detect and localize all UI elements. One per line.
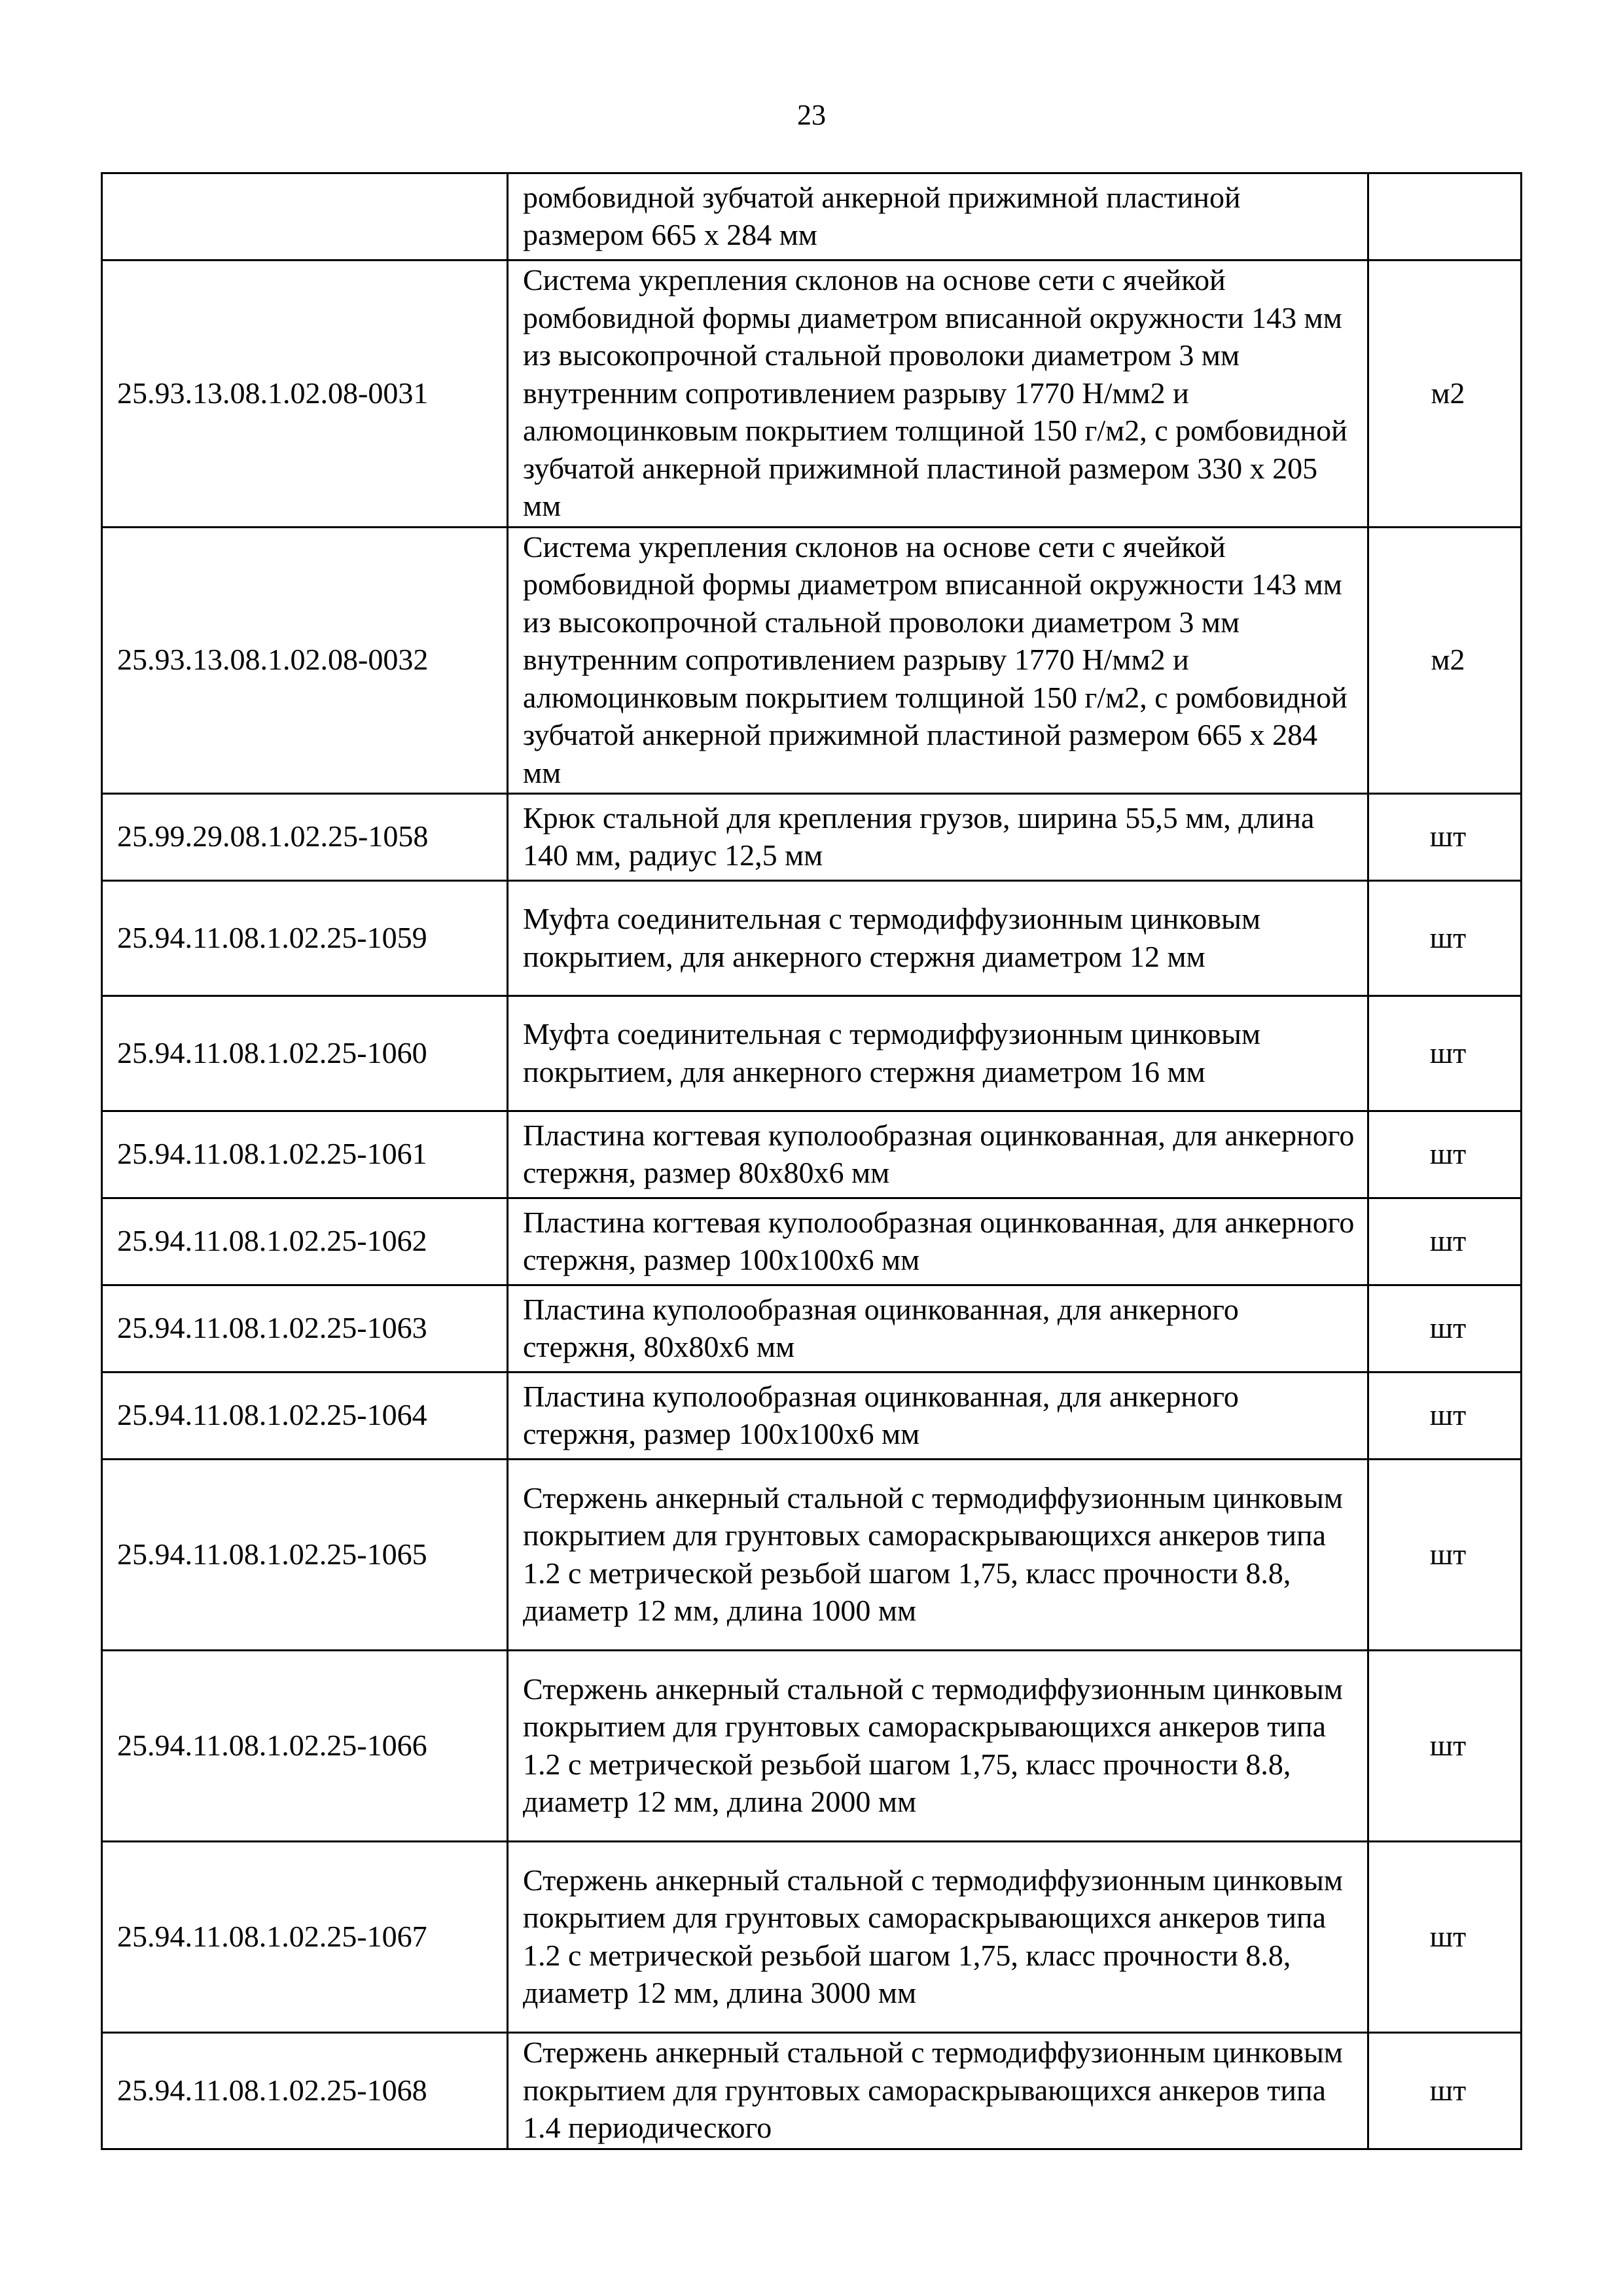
table-row	[102, 1372, 1522, 1460]
resource-unit-cell: шт	[1368, 1842, 1522, 2033]
resource-description-cell: Муфта соединительная с термодиффузионным цинковым покрытием, для анкерного стержня диаметром 12 мм	[508, 881, 1368, 996]
resource-code-cell: 25.94.11.08.1.02.25-1066	[102, 1651, 508, 1842]
resource-code-cell: 25.94.11.08.1.02.25-1060	[102, 996, 508, 1111]
resource-unit-cell	[1368, 173, 1522, 260]
resource-description-cell: Муфта соединительная с термодиффузионным цинковым покрытием, для анкерного стержня диаметром 16 мм	[508, 996, 1368, 1111]
page-number: 23	[797, 99, 826, 131]
resource-unit-cell: м2	[1368, 260, 1522, 528]
resource-code-cell: 25.94.11.08.1.02.25-1062	[102, 1198, 508, 1285]
resource-unit-cell: шт	[1368, 1372, 1522, 1460]
table-row	[102, 1198, 1522, 1285]
resource-unit-cell: м2	[1368, 527, 1522, 794]
resource-unit-cell: шт	[1368, 794, 1522, 881]
resource-code-cell: 25.94.11.08.1.02.25-1061	[102, 1111, 508, 1198]
resource-code-cell: 25.99.29.08.1.02.25-1058	[102, 794, 508, 881]
resource-unit-cell: шт	[1368, 2033, 1522, 2149]
resource-code-cell: 25.94.11.08.1.02.25-1059	[102, 881, 508, 996]
resource-code-cell	[102, 173, 508, 260]
resource-unit-cell: шт	[1368, 1111, 1522, 1198]
table-row	[102, 2033, 1522, 2149]
resource-unit-cell: шт	[1368, 1198, 1522, 1285]
resource-description-cell: Крюк стальной для крепления грузов, ширина 55,5 мм, длина 140 мм, радиус 12,5 мм	[508, 794, 1368, 881]
table-row	[102, 1842, 1522, 2033]
table-row	[102, 996, 1522, 1111]
resource-unit-cell: шт	[1368, 1285, 1522, 1372]
table-row	[102, 794, 1522, 881]
resource-description-cell: Пластина куполообразная оцинкованная, для анкерного стержня, 80х80х6 мм	[508, 1285, 1368, 1372]
table-row	[102, 1285, 1522, 1372]
resource-unit-cell: шт	[1368, 881, 1522, 996]
resource-unit-cell: шт	[1368, 996, 1522, 1111]
resource-code-cell: 25.94.11.08.1.02.25-1068	[102, 2033, 508, 2149]
resource-description-cell: Пластина когтевая куполообразная оцинкованная, для анкерного стержня, размер 80х80х6 мм	[508, 1111, 1368, 1198]
resource-code-cell: 25.93.13.08.1.02.08-0031	[102, 260, 508, 528]
resource-code-cell: 25.94.11.08.1.02.25-1067	[102, 1842, 508, 2033]
resource-description-cell: Система укрепления склонов на основе сети с ячейкой ромбовидной формы диаметром вписанной окружности 143 мм из высокопрочной стальной проволоки диаметром 3 мм внутренним сопротивлением разрыву 1770 Н/мм2 и алюмоцинковым покрытием толщиной 150 г/м2, с ромбовидной зубчатой анкерной прижимной пластиной размером 330 х 205 мм	[508, 260, 1368, 528]
resource-unit-cell: шт	[1368, 1460, 1522, 1651]
resource-description-cell: Стержень анкерный стальной с термодиффузионным цинковым покрытием для грунтовых самораскрывающихся анкеров типа 1.4 периодического	[508, 2033, 1368, 2149]
table-row	[102, 1651, 1522, 1842]
resource-description-cell: Стержень анкерный стальной с термодиффузионным цинковым покрытием для грунтовых самораскрывающихся анкеров типа 1.2 с метрической резьбой шагом 1,75, класс прочности 8.8, диаметр 12 мм, длина 2000 мм	[508, 1651, 1368, 1842]
resource-description-cell: Пластина когтевая куполообразная оцинкованная, для анкерного стержня, размер 100х100х6 мм	[508, 1198, 1368, 1285]
resource-description-cell: Стержень анкерный стальной с термодиффузионным цинковым покрытием для грунтовых самораскрывающихся анкеров типа 1.2 с метрической резьбой шагом 1,75, класс прочности 8.8, диаметр 12 мм, длина 3000 мм	[508, 1842, 1368, 2033]
resource-code-cell: 25.94.11.08.1.02.25-1063	[102, 1285, 508, 1372]
resource-description-cell: ромбовидной зубчатой анкерной прижимной пластиной размером 665 х 284 мм	[508, 173, 1368, 260]
resource-description-cell: Пластина куполообразная оцинкованная, для анкерного стержня, размер 100х100х6 мм	[508, 1372, 1368, 1460]
table-row	[102, 260, 1522, 528]
resource-description-cell: Система укрепления склонов на основе сети с ячейкой ромбовидной формы диаметром вписанной окружности 143 мм из высокопрочной стальной проволоки диаметром 3 мм внутренним сопротивлением разрыву 1770 Н/мм2 и алюмоцинковым покрытием толщиной 150 г/м2, с ромбовидной зубчатой анкерной прижимной пластиной размером 665 х 284 мм	[508, 527, 1368, 794]
table-row	[102, 881, 1522, 996]
table-row	[102, 1460, 1522, 1651]
resource-description-cell: Стержень анкерный стальной с термодиффузионным цинковым покрытием для грунтовых самораскрывающихся анкеров типа 1.2 с метрической резьбой шагом 1,75, класс прочности 8.8, диаметр 12 мм, длина 1000 мм	[508, 1460, 1368, 1651]
table-row	[102, 527, 1522, 794]
resource-code-cell: 25.93.13.08.1.02.08-0032	[102, 527, 508, 794]
resource-unit-cell: шт	[1368, 1651, 1522, 1842]
table-row	[102, 1111, 1522, 1198]
resource-code-cell: 25.94.11.08.1.02.25-1065	[102, 1460, 508, 1651]
resource-code-cell: 25.94.11.08.1.02.25-1064	[102, 1372, 508, 1460]
resource-table	[101, 172, 1522, 2150]
table-row	[102, 173, 1522, 260]
